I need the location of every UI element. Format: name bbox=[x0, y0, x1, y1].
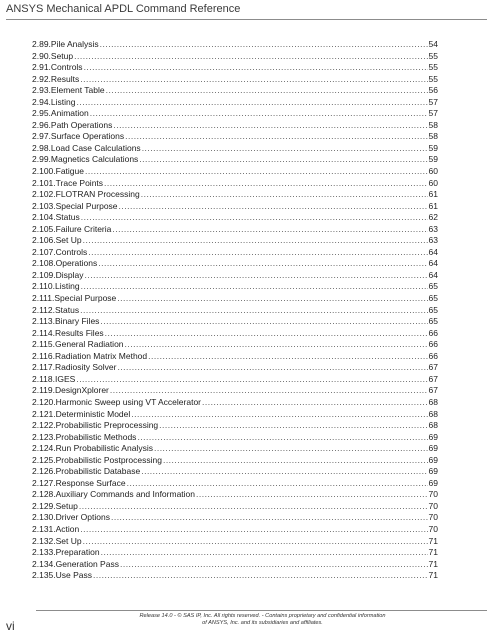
toc-entry[interactable] bbox=[32, 328, 438, 340]
toc-leader-dots bbox=[84, 166, 428, 178]
toc-leader-dots bbox=[124, 131, 428, 143]
toc-entry-number: 2.94. bbox=[32, 96, 51, 107]
toc-entry-page[interactable]: 63 bbox=[428, 235, 438, 246]
toc-entry-page[interactable]: 65 bbox=[428, 293, 438, 304]
toc-entry-number: 2.114. bbox=[32, 327, 56, 338]
toc-leader-dots bbox=[141, 143, 428, 155]
toc-entry-page[interactable]: 71 bbox=[428, 558, 438, 569]
toc-leader-dots bbox=[97, 258, 428, 270]
toc-entry-page[interactable]: 57 bbox=[428, 108, 438, 119]
toc-entry-number: 2.111. bbox=[32, 293, 55, 304]
toc-leader-dots bbox=[140, 466, 428, 478]
footer-copyright bbox=[0, 613, 495, 627]
toc-entry-title[interactable]: Results bbox=[50, 73, 80, 84]
toc-entry-title[interactable]: Preparation bbox=[55, 547, 100, 558]
toc-leader-dots bbox=[73, 51, 428, 63]
toc-entry-title[interactable]: Operations bbox=[55, 258, 98, 269]
toc-entry-page[interactable]: 69 bbox=[428, 431, 438, 442]
toc-entry-title[interactable]: Probabilistic Database bbox=[55, 466, 141, 477]
toc-entry-page[interactable]: 71 bbox=[428, 547, 438, 558]
toc-entry-number: 2.96. bbox=[32, 119, 51, 130]
toc-entry[interactable] bbox=[32, 85, 438, 97]
toc-entry-page[interactable]: 70 bbox=[428, 500, 438, 511]
toc-entry-number: 2.104. bbox=[32, 212, 56, 223]
toc-entry[interactable] bbox=[32, 131, 438, 143]
toc-entry-number: 2.121. bbox=[32, 408, 56, 419]
toc-entry-page[interactable]: 55 bbox=[428, 50, 438, 61]
toc-entry-number: 2.126. bbox=[32, 466, 56, 477]
toc-entry-title[interactable]: Magnetics Calculations bbox=[50, 154, 139, 165]
toc-entry[interactable] bbox=[32, 420, 438, 432]
toc-entry-page[interactable]: 71 bbox=[428, 535, 438, 546]
toc-entry[interactable] bbox=[32, 362, 438, 374]
toc-entry-page[interactable]: 67 bbox=[428, 362, 438, 373]
toc-leader-dots bbox=[110, 512, 428, 524]
toc-leader-dots bbox=[126, 478, 428, 490]
toc-entry[interactable] bbox=[32, 478, 438, 490]
toc-leader-dots bbox=[75, 97, 428, 109]
running-header: ANSYS Mechanical APDL Command Reference bbox=[6, 3, 241, 15]
toc-entry-title[interactable]: Deterministic Model bbox=[55, 408, 131, 419]
toc-entry-number: 2.98. bbox=[32, 142, 51, 153]
toc-entry[interactable] bbox=[32, 374, 438, 386]
toc-entry[interactable] bbox=[32, 108, 438, 120]
toc-leader-dots bbox=[80, 281, 428, 293]
toc-entry-title[interactable]: Special Purpose bbox=[55, 200, 118, 211]
toc-entry-title[interactable]: Status bbox=[55, 304, 80, 315]
toc-entry-page[interactable]: 67 bbox=[428, 385, 438, 396]
toc-entry[interactable] bbox=[32, 466, 438, 478]
toc-entry-title[interactable]: Generation Pass bbox=[55, 558, 119, 569]
toc-entry-page[interactable]: 57 bbox=[428, 96, 438, 107]
toc-entry-page[interactable]: 64 bbox=[428, 246, 438, 257]
toc-leader-dots bbox=[87, 247, 428, 259]
toc-entry-title[interactable]: Run Probabilistic Analysis bbox=[55, 443, 153, 454]
toc-entry-page[interactable]: 55 bbox=[428, 73, 438, 84]
toc-entry-title[interactable]: Use Pass bbox=[55, 570, 93, 581]
toc-entry-title[interactable]: Listing bbox=[55, 281, 80, 292]
toc-entry-number: 2.100. bbox=[32, 166, 56, 177]
toc-entry-number: 2.134. bbox=[32, 558, 56, 569]
toc-entry-number: 2.117. bbox=[32, 362, 56, 373]
toc-leader-dots bbox=[201, 397, 428, 409]
toc-entry-number: 2.135. bbox=[32, 570, 56, 581]
toc-entry-title[interactable]: Special Purpose bbox=[54, 293, 117, 304]
toc-entry[interactable] bbox=[32, 570, 438, 582]
toc-entry[interactable] bbox=[32, 178, 438, 190]
toc-entry[interactable] bbox=[32, 547, 438, 559]
toc-entry-title[interactable]: Display bbox=[55, 269, 84, 280]
toc-leader-dots bbox=[79, 74, 428, 86]
toc-entry-title[interactable]: Set Up bbox=[55, 235, 82, 246]
toc-entry[interactable] bbox=[32, 536, 438, 548]
toc-entry[interactable] bbox=[32, 39, 438, 51]
toc-leader-dots bbox=[130, 409, 428, 421]
toc-leader-dots bbox=[83, 62, 428, 74]
toc-entry[interactable] bbox=[32, 351, 438, 363]
toc-entry[interactable] bbox=[32, 120, 438, 132]
toc-entry-number: 2.120. bbox=[32, 396, 56, 407]
toc-entry-number: 2.90. bbox=[32, 50, 51, 61]
toc-entry-title[interactable]: Controls bbox=[55, 246, 88, 257]
toc-leader-dots bbox=[84, 270, 428, 282]
toc-entry-page[interactable]: 70 bbox=[428, 489, 438, 500]
toc-entry-number: 2.129. bbox=[32, 500, 56, 511]
toc-leader-dots bbox=[103, 178, 428, 190]
toc-entry[interactable] bbox=[32, 489, 438, 501]
toc-entry[interactable] bbox=[32, 247, 438, 259]
toc-leader-dots bbox=[100, 547, 428, 559]
toc-leader-dots bbox=[111, 224, 428, 236]
toc-leader-dots bbox=[158, 420, 428, 432]
toc-entry-page[interactable]: 66 bbox=[428, 339, 438, 350]
toc-entry-title[interactable]: Controls bbox=[50, 62, 83, 73]
toc-entry-number: 2.107. bbox=[32, 246, 56, 257]
toc-entry-page[interactable]: 56 bbox=[428, 85, 438, 96]
toc-leader-dots bbox=[116, 293, 428, 305]
toc-entry[interactable] bbox=[32, 154, 438, 166]
toc-entry-page[interactable]: 71 bbox=[428, 570, 438, 581]
toc-entry[interactable] bbox=[32, 74, 438, 86]
toc-entry-title[interactable]: Action bbox=[55, 523, 80, 534]
header-divider bbox=[6, 19, 487, 20]
toc-entry[interactable] bbox=[32, 455, 438, 467]
toc-entry-number: 2.131. bbox=[32, 523, 56, 534]
toc-leader-dots bbox=[104, 328, 428, 340]
toc-leader-dots bbox=[109, 385, 428, 397]
toc-leader-dots bbox=[147, 351, 428, 363]
toc-leader-dots bbox=[99, 316, 428, 328]
toc-entry[interactable] bbox=[32, 316, 438, 328]
toc-leader-dots bbox=[89, 108, 428, 120]
toc-entry[interactable] bbox=[32, 62, 438, 74]
toc-entry-page[interactable]: 69 bbox=[428, 454, 438, 465]
toc-leader-dots bbox=[79, 305, 428, 317]
toc-leader-dots bbox=[78, 501, 428, 513]
toc-leader-dots bbox=[75, 374, 428, 386]
toc-entry[interactable] bbox=[32, 201, 438, 213]
toc-leader-dots bbox=[80, 212, 428, 224]
toc-entry-page[interactable]: 59 bbox=[428, 142, 438, 153]
toc-leader-dots bbox=[162, 455, 428, 467]
toc-entry-page[interactable]: 66 bbox=[428, 327, 438, 338]
toc-entry[interactable] bbox=[32, 51, 438, 63]
toc-leader-dots bbox=[116, 362, 428, 374]
toc-entry[interactable] bbox=[32, 166, 438, 178]
toc-entry-title[interactable]: Probabilistic Methods bbox=[55, 431, 137, 442]
toc-leader-dots bbox=[153, 443, 428, 455]
toc-entry-number: 2.92. bbox=[32, 73, 51, 84]
footer-divider bbox=[36, 610, 487, 611]
footer-line-2: of ANSYS, Inc. and its subsidiaries and affiliates. bbox=[202, 620, 323, 626]
toc-leader-dots bbox=[140, 189, 428, 201]
toc-leader-dots bbox=[118, 201, 428, 213]
toc-entry-number: 2.110. bbox=[32, 281, 56, 292]
toc-entry-page[interactable]: 68 bbox=[428, 420, 438, 431]
toc-entry-title[interactable]: Probabilistic Postprocessing bbox=[55, 454, 162, 465]
toc-entry-page[interactable]: 64 bbox=[428, 258, 438, 269]
toc-entry-title[interactable]: General Radiation bbox=[55, 339, 124, 350]
toc-entry-title[interactable]: Auxiliary Commands and Information bbox=[55, 489, 196, 500]
toc-entry-page[interactable]: 65 bbox=[428, 304, 438, 315]
toc-entry[interactable] bbox=[32, 501, 438, 513]
toc-entry-number: 2.102. bbox=[32, 189, 56, 200]
toc-entry-number: 2.108. bbox=[32, 258, 56, 269]
toc-entry-page[interactable]: 60 bbox=[428, 166, 438, 177]
toc-entry[interactable] bbox=[32, 397, 438, 409]
toc-entry[interactable] bbox=[32, 339, 438, 351]
toc-entry-number: 2.127. bbox=[32, 477, 56, 488]
table-of-contents bbox=[32, 39, 438, 582]
toc-entry-title[interactable]: IGES bbox=[55, 373, 76, 384]
toc-entry-number: 2.106. bbox=[32, 235, 56, 246]
toc-entry-title[interactable]: Surface Operations bbox=[50, 131, 125, 142]
toc-entry-page[interactable]: 64 bbox=[428, 269, 438, 280]
toc-entry[interactable] bbox=[32, 293, 438, 305]
toc-entry-title[interactable]: Binary Files bbox=[55, 316, 100, 327]
toc-entry-page[interactable]: 63 bbox=[428, 223, 438, 234]
toc-entry-page[interactable]: 61 bbox=[428, 189, 438, 200]
toc-entry[interactable] bbox=[32, 224, 438, 236]
toc-entry[interactable] bbox=[32, 189, 438, 201]
toc-entry-title[interactable]: Load Case Calculations bbox=[50, 142, 141, 153]
toc-entry-title[interactable]: Fatigue bbox=[55, 166, 84, 177]
toc-entry[interactable] bbox=[32, 512, 438, 524]
toc-entry-number: 2.119. bbox=[32, 385, 56, 396]
toc-entry-title[interactable]: Pile Analysis bbox=[50, 39, 99, 49]
toc-entry-number: 2.116. bbox=[32, 350, 56, 361]
toc-leader-dots bbox=[112, 120, 428, 132]
toc-entry-page[interactable]: 69 bbox=[428, 466, 438, 477]
toc-entry-number: 2.99. bbox=[32, 154, 51, 165]
toc-entry-title[interactable]: Response Surface bbox=[55, 477, 126, 488]
toc-entry-title[interactable]: Animation bbox=[50, 108, 89, 119]
toc-entry[interactable] bbox=[32, 432, 438, 444]
toc-leader-dots bbox=[82, 536, 428, 548]
toc-entry-title[interactable]: Trace Points bbox=[55, 177, 104, 188]
toc-entry-number: 2.124. bbox=[32, 443, 56, 454]
toc-entry-number: 2.89. bbox=[32, 39, 51, 49]
toc-entry-page[interactable]: 65 bbox=[428, 281, 438, 292]
toc-entry-page[interactable]: 68 bbox=[428, 396, 438, 407]
toc-entry-number: 2.123. bbox=[32, 431, 56, 442]
toc-entry[interactable] bbox=[32, 409, 438, 421]
toc-entry-title[interactable]: Harmonic Sweep using VT Accelerator bbox=[55, 396, 201, 407]
toc-entry-number: 2.103. bbox=[32, 200, 56, 211]
toc-entry[interactable] bbox=[32, 258, 438, 270]
toc-entry-title[interactable]: Listing bbox=[50, 96, 76, 107]
toc-entry-page[interactable]: 58 bbox=[428, 119, 438, 130]
toc-entry-page[interactable]: 59 bbox=[428, 154, 438, 165]
toc-leader-dots bbox=[138, 154, 428, 166]
toc-entry-title[interactable]: Status bbox=[55, 212, 80, 223]
toc-entry-title[interactable]: Radiation Matrix Method bbox=[55, 350, 148, 361]
toc-entry-title[interactable]: Setup bbox=[50, 50, 74, 61]
toc-leader-dots bbox=[99, 39, 428, 51]
toc-entry-number: 2.125. bbox=[32, 454, 56, 465]
toc-entry-number: 2.91. bbox=[32, 62, 51, 73]
toc-entry-number: 2.132. bbox=[32, 535, 56, 546]
toc-entry[interactable] bbox=[32, 212, 438, 224]
toc-entry-number: 2.133. bbox=[32, 547, 56, 558]
toc-entry-page[interactable]: 54 bbox=[428, 39, 438, 49]
toc-entry-page[interactable]: 70 bbox=[428, 512, 438, 523]
toc-leader-dots bbox=[119, 559, 428, 571]
toc-entry-page[interactable]: 58 bbox=[428, 131, 438, 142]
toc-entry-title[interactable]: Radiosity Solver bbox=[55, 362, 117, 373]
page-number: vi bbox=[6, 619, 15, 633]
toc-entry-title[interactable]: Driver Options bbox=[55, 512, 110, 523]
toc-entry-title[interactable]: Path Operations bbox=[50, 119, 113, 130]
toc-entry-number: 2.101. bbox=[32, 177, 56, 188]
toc-entry-number: 2.95. bbox=[32, 108, 51, 119]
toc-leader-dots bbox=[124, 339, 428, 351]
toc-entry-page[interactable]: 60 bbox=[428, 177, 438, 188]
toc-entry-title[interactable]: DesignXplorer bbox=[55, 385, 109, 396]
toc-entry-number: 2.105. bbox=[32, 223, 56, 234]
toc-entry-number: 2.118. bbox=[32, 373, 56, 384]
toc-entry[interactable] bbox=[32, 143, 438, 155]
toc-entry[interactable] bbox=[32, 443, 438, 455]
toc-entry-page[interactable]: 68 bbox=[428, 408, 438, 419]
toc-entry-title[interactable]: Results Files bbox=[55, 327, 104, 338]
toc-leader-dots bbox=[79, 524, 428, 536]
toc-entry-page[interactable]: 70 bbox=[428, 523, 438, 534]
toc-entry-number: 2.93. bbox=[32, 85, 51, 96]
toc-entry[interactable] bbox=[32, 559, 438, 571]
toc-entry-title[interactable]: Set Up bbox=[55, 535, 82, 546]
toc-entry-number: 2.109. bbox=[32, 269, 56, 280]
toc-entry-page[interactable]: 69 bbox=[428, 477, 438, 488]
toc-entry-page[interactable]: 66 bbox=[428, 350, 438, 361]
toc-entry-title[interactable]: Failure Criteria bbox=[55, 223, 112, 234]
toc-entry[interactable] bbox=[32, 524, 438, 536]
toc-entry-title[interactable]: Element Table bbox=[50, 85, 105, 96]
toc-leader-dots bbox=[92, 570, 428, 582]
toc-entry-number: 2.112. bbox=[32, 304, 56, 315]
toc-entry-number: 2.97. bbox=[32, 131, 51, 142]
toc-entry-page[interactable]: 69 bbox=[428, 443, 438, 454]
toc-entry[interactable] bbox=[32, 385, 438, 397]
toc-entry-title[interactable]: FLOTRAN Processing bbox=[55, 189, 140, 200]
toc-entry-page[interactable]: 55 bbox=[428, 62, 438, 73]
toc-entry[interactable] bbox=[32, 235, 438, 247]
toc-entry-page[interactable]: 65 bbox=[428, 316, 438, 327]
toc-entry-title[interactable]: Setup bbox=[55, 500, 78, 511]
toc-leader-dots bbox=[136, 432, 428, 444]
toc-entry-number: 2.113. bbox=[32, 316, 56, 327]
toc-entry[interactable] bbox=[32, 97, 438, 109]
toc-entry-page[interactable]: 61 bbox=[428, 200, 438, 211]
footer-line-1: Release 14.0 - © SAS IP, Inc. All rights reserved. - Contains proprietary and confidential information bbox=[139, 613, 386, 619]
toc-entry-number: 2.130. bbox=[32, 512, 56, 523]
toc-leader-dots bbox=[105, 85, 428, 97]
toc-entry[interactable] bbox=[32, 281, 438, 293]
toc-entry-page[interactable]: 67 bbox=[428, 373, 438, 384]
toc-entry-number: 2.115. bbox=[32, 339, 56, 350]
toc-leader-dots bbox=[82, 235, 428, 247]
toc-entry-number: 2.128. bbox=[32, 489, 56, 500]
toc-leader-dots bbox=[195, 489, 428, 501]
toc-entry-number: 2.122. bbox=[32, 420, 56, 431]
toc-entry[interactable] bbox=[32, 305, 438, 317]
toc-entry-title[interactable]: Probabilistic Preprocessing bbox=[55, 420, 159, 431]
toc-entry-page[interactable]: 62 bbox=[428, 212, 438, 223]
toc-entry[interactable] bbox=[32, 270, 438, 282]
